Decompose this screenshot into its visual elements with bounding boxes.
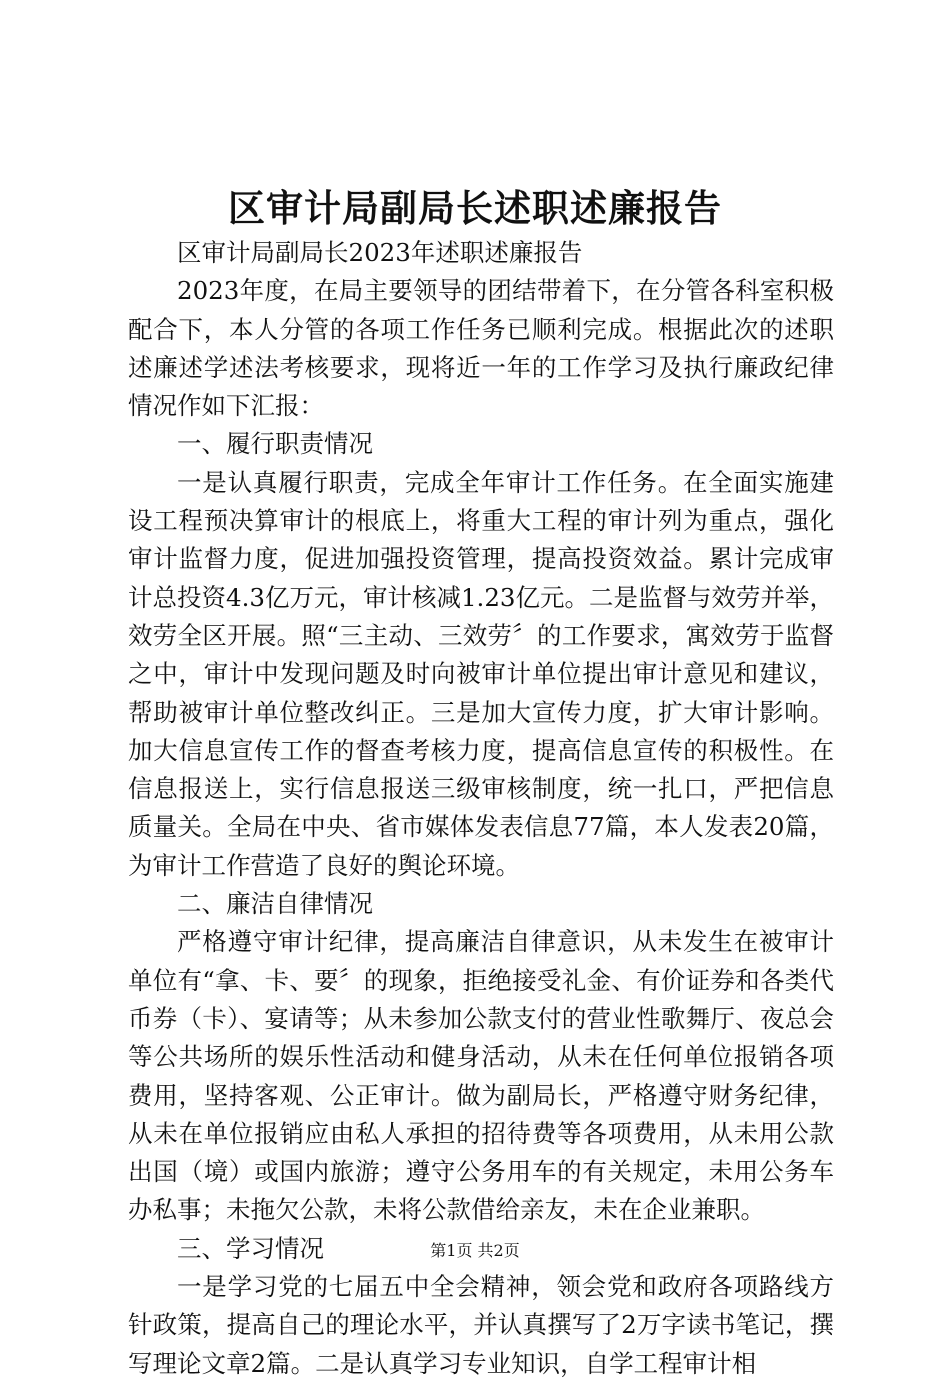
integrity-paragraph: 严格遵守审计纪律，提高廉洁自律意识，从未发生在被审计单位有“拿、卡、要〞的现象，拒绝接受礼金、有价证券和各类代币券（卡）、宴请等；从未参加公款支付的营业性歌舞厅、夜总会等公共场所的娱乐性活动和健身活动，从未在任何单位报销各项费用，坚持客观、公正审计。做为副局长，严格遵守财务纪律，从未在单位报销应由私人承担的招待费等各项费用，从未用公款出国（境）或国内旅游；遵守公务用车的有关规定，未用公务车办私事；未拖欠公款，未将公款借给亲友，未在企业兼职。 (128, 927, 834, 1225)
duties-paragraph: 一是认真履行职责，完成全年审计工作任务。在全面实施建设工程预决算审计的根底上，将重大工程的审计列为重点，强化审计监督力度，促进加强投资管理，提高投资效益。累计完成审计总投资4.3亿万元，审计核减1.23亿元。二是监督与效劳并举，效劳全区开展。照“三主动、三效劳〞的工作要求，寓效劳于监督之中，审计中发现问题及时向被审计单位提出审计意见和建议，帮助被审计单位整改纠正。三是加大宣传力度，扩大审计影响。加大信息宣传工作的督查考核力度，提高信息宣传的积极性。在信息报送上，实行信息报送三级审核制度，统一扎口，严把信息质量关。全局在中央、省市媒体发表信息77篇，本人发表20篇，为审计工作营造了良好的舆论环境。 (128, 467, 835, 880)
document-title: 区审计局副局长述职述廉报告 (228, 186, 722, 230)
section-heading-study: 三、学习情况 (177, 1233, 324, 1263)
section-heading-duties: 一、履行职责情况 (177, 429, 373, 459)
page-number-footer: 第1页 共2页 (430, 1241, 520, 1260)
subtitle-paragraph: 区审计局副局长2023年述职述廉报告 (177, 238, 583, 267)
document-body (128, 234, 834, 1383)
intro-paragraph: 2023年度，在局主要领导的团结带着下，在分管各科室积极配合下，本人分管的各项工作任务已顺利完成。根据此次的述职述廉述学述法考核要求，现将近一年的工作学习及执行廉政纪律情况作如下汇报： (128, 276, 834, 421)
section-heading-integrity: 二、廉洁自律情况 (177, 889, 373, 919)
study-paragraph: 一是学习党的七届五中全会精神，领会党和政府各项路线方针政策，提高自己的理论水平，并认真撰写了2万字读书笔记，撰写理论文章2篇。二是认真学习专业知识，自学工程审计相 (128, 1272, 834, 1378)
